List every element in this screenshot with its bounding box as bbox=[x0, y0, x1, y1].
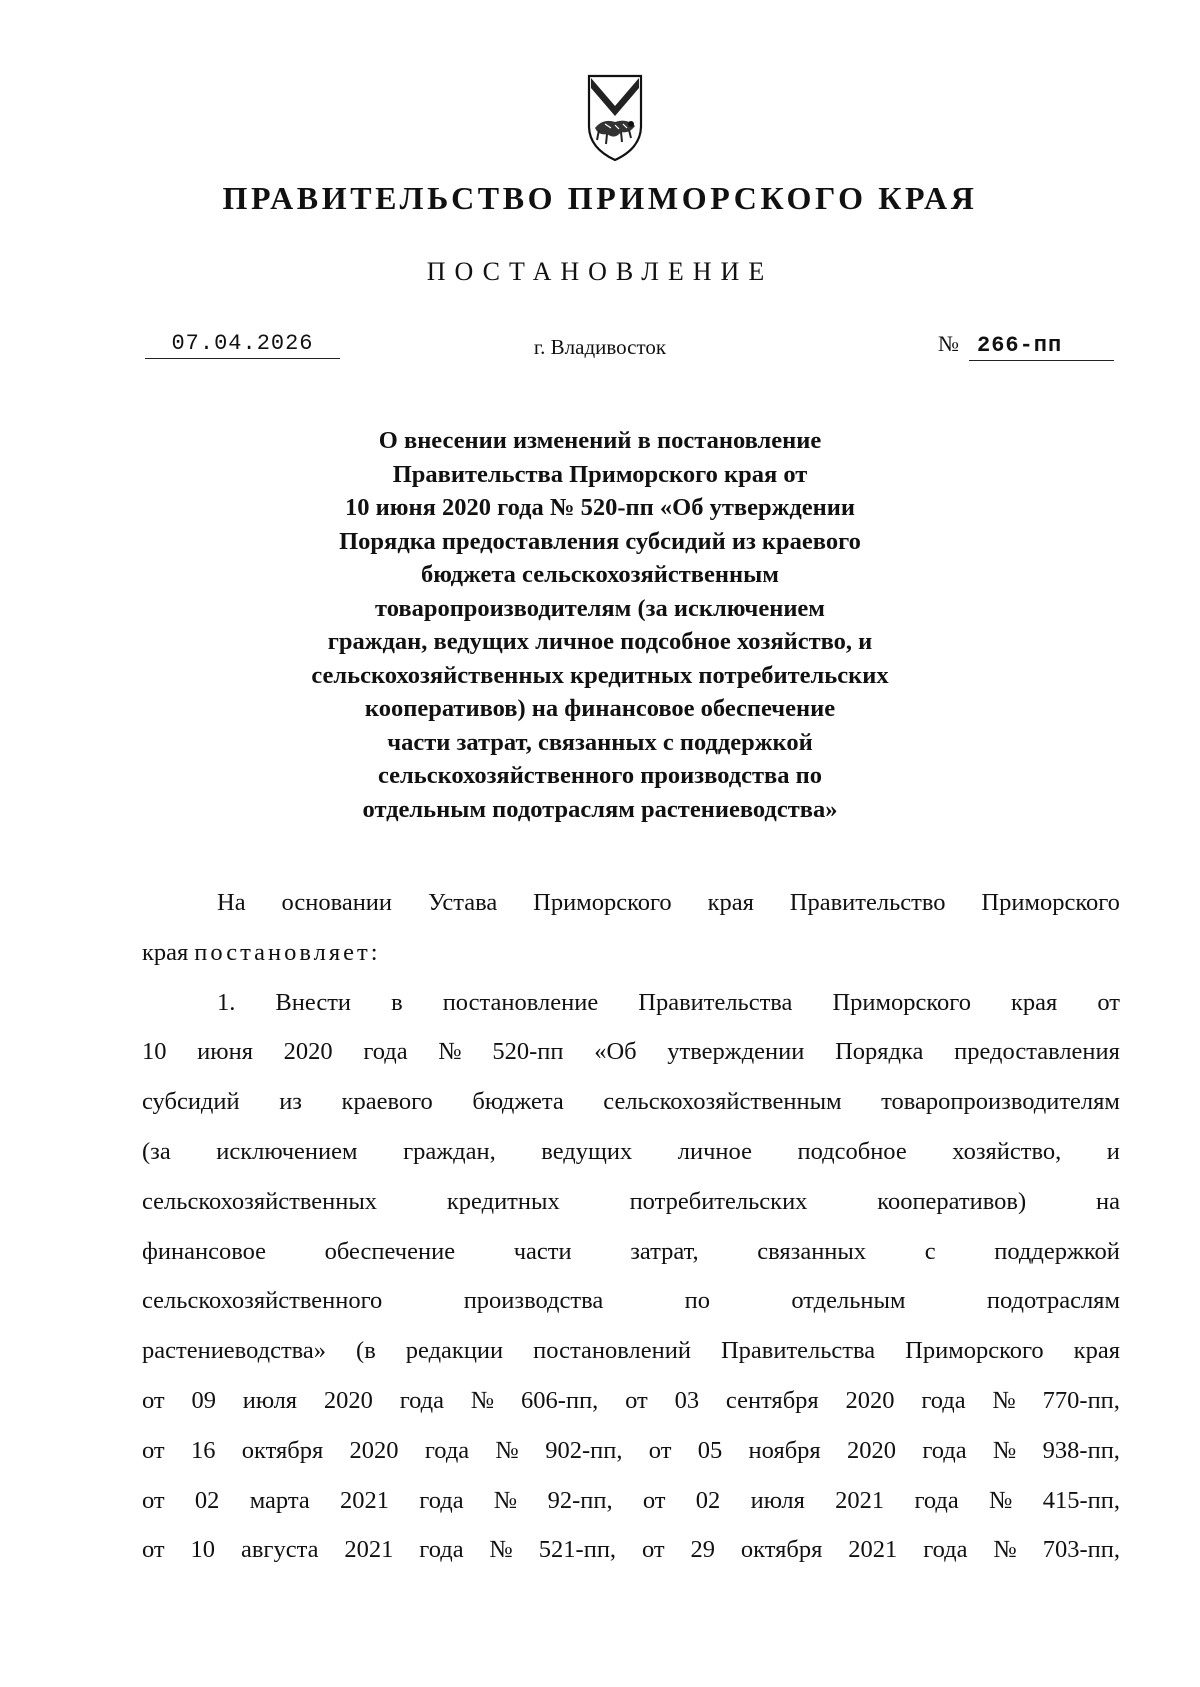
coat-of-arms-emblem bbox=[585, 68, 645, 163]
word: 770-пп, bbox=[1042, 1386, 1120, 1414]
word: и bbox=[1106, 1137, 1120, 1165]
word: потребительских bbox=[629, 1187, 808, 1215]
word: Порядка bbox=[835, 1038, 924, 1066]
word: 02 bbox=[695, 1486, 721, 1514]
word: предоставления bbox=[954, 1038, 1120, 1066]
document-title bbox=[250, 424, 950, 826]
word: года bbox=[363, 1038, 408, 1066]
document-date: 07.04.2026 bbox=[145, 330, 340, 359]
body-line bbox=[142, 1127, 1120, 1177]
word: года bbox=[914, 1486, 959, 1514]
document-city: г. Владивосток bbox=[533, 335, 667, 359]
title-line: кооперативов) на финансовое обеспечение bbox=[364, 695, 836, 722]
word: от bbox=[641, 1536, 665, 1564]
word: 902-пп, bbox=[545, 1436, 623, 1464]
body-line bbox=[142, 1276, 1120, 1326]
word: от bbox=[642, 1486, 666, 1514]
word: растениеводства» bbox=[142, 1337, 327, 1365]
word: из bbox=[279, 1088, 302, 1116]
word: края bbox=[707, 889, 754, 916]
word: Приморского bbox=[905, 1337, 1044, 1365]
body-line bbox=[142, 978, 1120, 1028]
word: бюджета bbox=[472, 1088, 564, 1116]
word: 09 bbox=[191, 1386, 216, 1414]
word: 2020 bbox=[283, 1038, 333, 1066]
word: финансовое bbox=[142, 1237, 267, 1265]
title-line: товаропроизводителям (за исключением bbox=[374, 594, 825, 622]
word: 2021 bbox=[848, 1536, 898, 1564]
word: 10 bbox=[142, 1038, 167, 1066]
word: от bbox=[142, 1486, 165, 1514]
word: июля bbox=[242, 1386, 298, 1414]
word: ноября bbox=[748, 1436, 821, 1464]
word: 2020 bbox=[349, 1436, 399, 1464]
word: 520-пп bbox=[492, 1038, 564, 1066]
word: кооперативов) bbox=[877, 1187, 1027, 1215]
word: от bbox=[142, 1436, 165, 1464]
word: от bbox=[648, 1436, 672, 1464]
body-line bbox=[142, 1525, 1120, 1575]
word: граждан, bbox=[403, 1137, 496, 1165]
word: 92-пп, bbox=[547, 1486, 613, 1514]
word: марта bbox=[249, 1486, 310, 1514]
word: года bbox=[921, 1386, 966, 1414]
word: 415-пп, bbox=[1042, 1486, 1120, 1514]
word: от bbox=[142, 1536, 165, 1564]
number-sign: № bbox=[938, 331, 959, 356]
body-line bbox=[142, 1177, 1120, 1227]
word: личное bbox=[677, 1137, 752, 1165]
title-line: сельскохозяйственных кредитных потребительских bbox=[311, 661, 889, 689]
word: (за bbox=[142, 1137, 171, 1165]
word: Устава bbox=[427, 889, 498, 916]
word: № bbox=[495, 1436, 519, 1464]
word: августа bbox=[240, 1536, 319, 1564]
word: затрат, bbox=[630, 1237, 699, 1265]
title-line: Правительства Приморского края от bbox=[392, 460, 808, 488]
word: 2021 bbox=[835, 1486, 885, 1514]
word: 2020 bbox=[323, 1386, 373, 1414]
word: утверждении bbox=[667, 1038, 805, 1066]
word: производства bbox=[463, 1287, 604, 1315]
word: редакции bbox=[405, 1337, 504, 1365]
word: 2020 bbox=[847, 1436, 897, 1464]
body-line bbox=[142, 1326, 1120, 1376]
word: 521-пп, bbox=[538, 1536, 617, 1564]
word: «Об bbox=[594, 1038, 637, 1066]
word: сентября bbox=[725, 1386, 819, 1414]
word: июля bbox=[750, 1486, 805, 1514]
word: № bbox=[993, 1536, 1017, 1564]
word: части bbox=[513, 1237, 572, 1265]
word: года bbox=[922, 1436, 967, 1464]
word: постановление bbox=[442, 988, 599, 1016]
word: 2021 bbox=[340, 1486, 390, 1514]
body-line bbox=[142, 1426, 1120, 1476]
word: Внести bbox=[275, 988, 352, 1016]
word: № bbox=[992, 1386, 1016, 1414]
word: 2021 bbox=[344, 1536, 394, 1564]
word: 16 bbox=[190, 1436, 216, 1464]
word: субсидий bbox=[142, 1088, 240, 1116]
word: 29 bbox=[690, 1536, 716, 1564]
title-line: бюджета сельскохозяйственным bbox=[421, 561, 779, 588]
word: На bbox=[217, 889, 246, 916]
word: сельскохозяйственным bbox=[603, 1088, 842, 1116]
body-line bbox=[142, 1227, 1120, 1277]
word: от bbox=[625, 1386, 648, 1414]
title-line: отдельным подотраслям растениеводства» bbox=[362, 795, 838, 823]
word: 10 bbox=[190, 1536, 216, 1564]
word: Приморского bbox=[981, 889, 1120, 916]
preamble-line bbox=[142, 878, 1120, 928]
word: № bbox=[493, 1486, 518, 1514]
title-line: Порядка предоставления субсидий из краевого bbox=[339, 527, 861, 555]
word: отдельным bbox=[791, 1287, 906, 1315]
word: 703-пп, bbox=[1042, 1536, 1120, 1564]
word: года bbox=[399, 1386, 445, 1414]
word: № bbox=[489, 1536, 513, 1564]
body-line bbox=[142, 1376, 1120, 1426]
word: ведущих bbox=[541, 1137, 633, 1165]
word: 606-пп, bbox=[521, 1386, 599, 1414]
government-title: ПРАВИТЕЛЬСТВО ПРИМОРСКОГО КРАЯ bbox=[222, 180, 978, 216]
preamble-line bbox=[142, 928, 1120, 978]
word: июня bbox=[197, 1038, 253, 1066]
word: (в bbox=[356, 1337, 376, 1365]
word: Приморского bbox=[533, 889, 672, 916]
word: октября bbox=[740, 1536, 823, 1564]
word: 938-пп, bbox=[1042, 1436, 1120, 1464]
document-number: 266-пп bbox=[969, 332, 1114, 361]
document-body bbox=[142, 878, 1120, 1575]
word: года bbox=[419, 1486, 464, 1514]
word: обеспечение bbox=[324, 1237, 456, 1265]
word: Правительства bbox=[720, 1337, 876, 1365]
word: краевого bbox=[341, 1088, 433, 1116]
title-line: части затрат, связанных с поддержкой bbox=[387, 728, 813, 756]
document-number-block bbox=[938, 330, 1114, 361]
word: сельскохозяйственного bbox=[142, 1287, 383, 1315]
word: поддержкой bbox=[994, 1237, 1120, 1265]
document-type: ПОСТАНОВЛЕНИЕ bbox=[426, 257, 774, 286]
title-line: граждан, ведущих личное подсобное хозяйство, и bbox=[327, 628, 873, 655]
word: товаропроизводителям bbox=[881, 1088, 1120, 1116]
word: сельскохозяйственных bbox=[142, 1187, 378, 1215]
word: по bbox=[684, 1287, 710, 1315]
word: Правительства bbox=[638, 988, 793, 1016]
word: Правительство bbox=[789, 889, 946, 916]
body-line bbox=[142, 1476, 1120, 1526]
word: подсобное bbox=[797, 1137, 907, 1165]
word: № bbox=[989, 1486, 1013, 1514]
word: от bbox=[1097, 988, 1120, 1016]
word: № bbox=[470, 1386, 495, 1414]
title-line: О внесении изменений в постановление bbox=[378, 427, 822, 454]
word: года bbox=[923, 1536, 968, 1564]
word: с bbox=[924, 1237, 936, 1265]
word: № bbox=[992, 1436, 1017, 1464]
word: края bbox=[1073, 1337, 1120, 1365]
resolution-word: постановляет: bbox=[194, 938, 381, 966]
word: в bbox=[391, 988, 403, 1016]
title-line: сельскохозяйственного производства по bbox=[377, 762, 823, 789]
word: основании bbox=[281, 889, 393, 916]
word: октября bbox=[241, 1436, 324, 1464]
body-line bbox=[142, 1077, 1120, 1127]
word: 2020 bbox=[845, 1386, 895, 1414]
word: на bbox=[1095, 1187, 1120, 1215]
word: хозяйство, bbox=[952, 1137, 1062, 1165]
word: № bbox=[438, 1038, 462, 1066]
word: постановлений bbox=[533, 1337, 691, 1365]
word: 03 bbox=[674, 1386, 700, 1414]
body-line bbox=[142, 1027, 1120, 1077]
word: года bbox=[419, 1536, 464, 1564]
title-line: 10 июня 2020 года № 520-пп «Об утверждении bbox=[344, 494, 855, 521]
word: года bbox=[424, 1436, 470, 1464]
word: исключением bbox=[216, 1137, 358, 1165]
word: 1. bbox=[217, 988, 236, 1016]
word: края bbox=[1011, 988, 1058, 1016]
word: 02 bbox=[194, 1486, 220, 1514]
word: кредитных bbox=[446, 1187, 560, 1215]
word: Приморского bbox=[832, 988, 971, 1016]
word: 05 bbox=[697, 1436, 723, 1464]
word: подотраслям bbox=[986, 1287, 1120, 1315]
word: от bbox=[142, 1386, 165, 1414]
preamble-word: края bbox=[142, 938, 189, 966]
word: связанных bbox=[757, 1237, 867, 1265]
